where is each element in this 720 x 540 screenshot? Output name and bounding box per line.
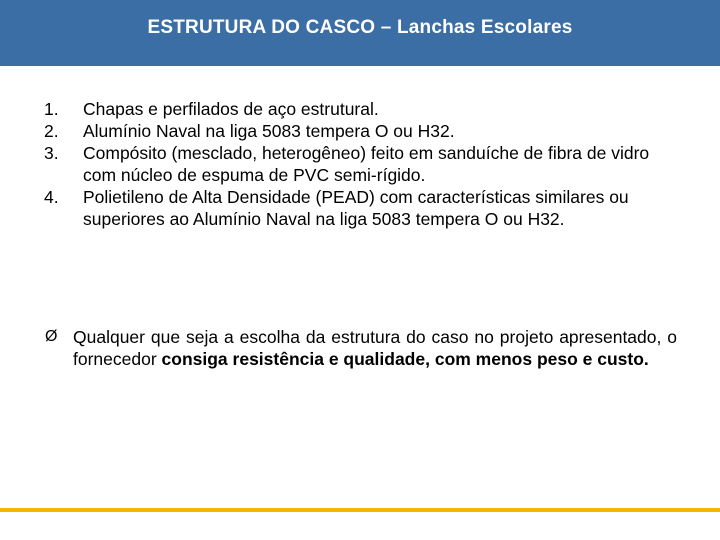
list-item-number: 1. (44, 99, 59, 119)
list-item-text: Chapas e perfilados de aço estrutural. (83, 99, 379, 119)
list-item-number: 3. (44, 143, 59, 163)
arrow-bullet-icon: Ø (45, 328, 58, 345)
footer-accent-line (0, 508, 720, 512)
list-item-number: 4. (44, 187, 59, 207)
conclusion-bullet (45, 326, 677, 370)
list-item (44, 186, 680, 230)
list-item-text: Compósito (mesclado, heterogêneo) feito em sanduíche de fibra de vidro com núcleo de espuma de PVC semi-rígido. (83, 143, 650, 185)
list-item (44, 120, 680, 142)
list-item (44, 98, 680, 120)
title-bar (0, 0, 720, 66)
conclusion-text (73, 326, 677, 370)
numbered-list (44, 98, 680, 230)
conclusion-text-bold: consiga resistência e qualidade, com menos peso e custo. (161, 349, 649, 369)
list-item (44, 142, 680, 186)
list-item-number: 2. (44, 121, 59, 141)
list-item-text: Alumínio Naval na liga 5083 tempera O ou H32. (83, 121, 455, 141)
conclusion-text-plain: Qualquer que seja a escolha da estrutura do caso no projeto apresentado, o fornecedor (73, 327, 677, 369)
list-item-text: Polietileno de Alta Densidade (PEAD) com características similares ou superiores ao Alumínio Naval na liga 5083 tempera O ou H32. (83, 187, 629, 229)
slide-title: ESTRUTURA DO CASCO – Lanchas Escolares (147, 17, 573, 38)
